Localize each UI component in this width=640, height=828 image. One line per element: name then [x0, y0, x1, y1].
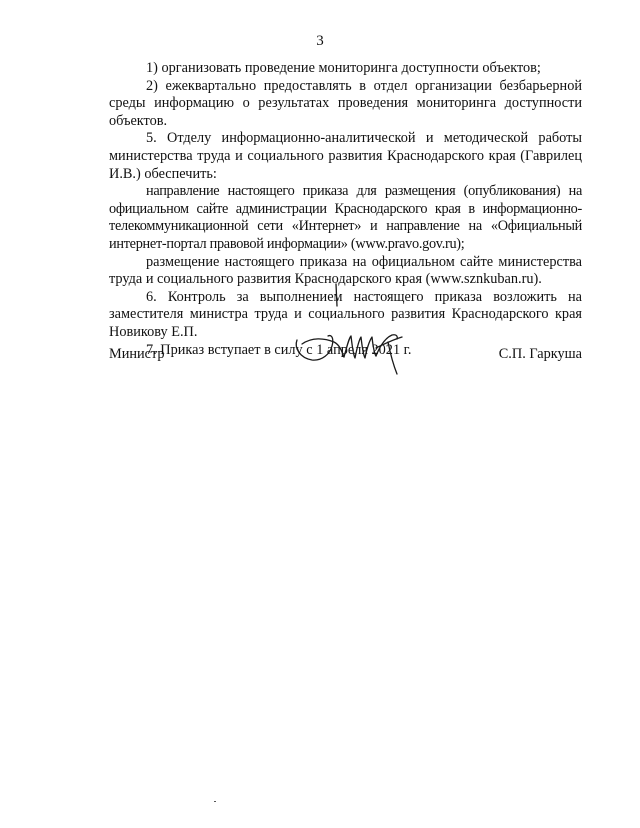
- paragraph-item-1: 1) организовать проведение мониторинга доступности объектов;: [146, 60, 541, 76]
- signature-block: [109, 346, 582, 370]
- paragraph-publication-ministry-site: размещение настоящего приказа на официальном сайте министерства труда и социального развития Краснодарского края (www.sznkuban.ru).: [109, 253, 582, 288]
- paragraph-section-6: 6. Контроль за выполнением настоящего приказа возложить на заместителя министра труда и социального развития Краснодарского края Новикову Е.П.: [109, 288, 582, 340]
- signatory-name: С.П. Гаркуша: [498, 346, 582, 362]
- scan-speck: [214, 801, 216, 802]
- paragraph-section-7: 7. Приказ вступает в силу с 1 апреля 2021 г.: [146, 341, 412, 358]
- paragraph-section-5: 5. Отделу информационно-аналитической и методической работы министерства труда и социального развития Краснодарского края (Гаврилец И.В.) обеспечить:: [109, 130, 582, 182]
- signatory-title: Министр: [109, 346, 165, 362]
- paragraph-publication-official-site: направление настоящего приказа для размещения (опубликования) на официальном сайте администрации Краснодарского края в информационно-телекоммуникационной сети «Интернет» и направление на «Официальный интернет-портал правовой информации» (www.pravo.gov.ru);: [109, 183, 582, 252]
- paragraph-item-2: 2) ежеквартально предоставлять в отдел организации безбарьерной среды информацию о результатах проведения мониторинга доступности объектов.: [109, 77, 582, 129]
- page-number: 3: [316, 33, 324, 49]
